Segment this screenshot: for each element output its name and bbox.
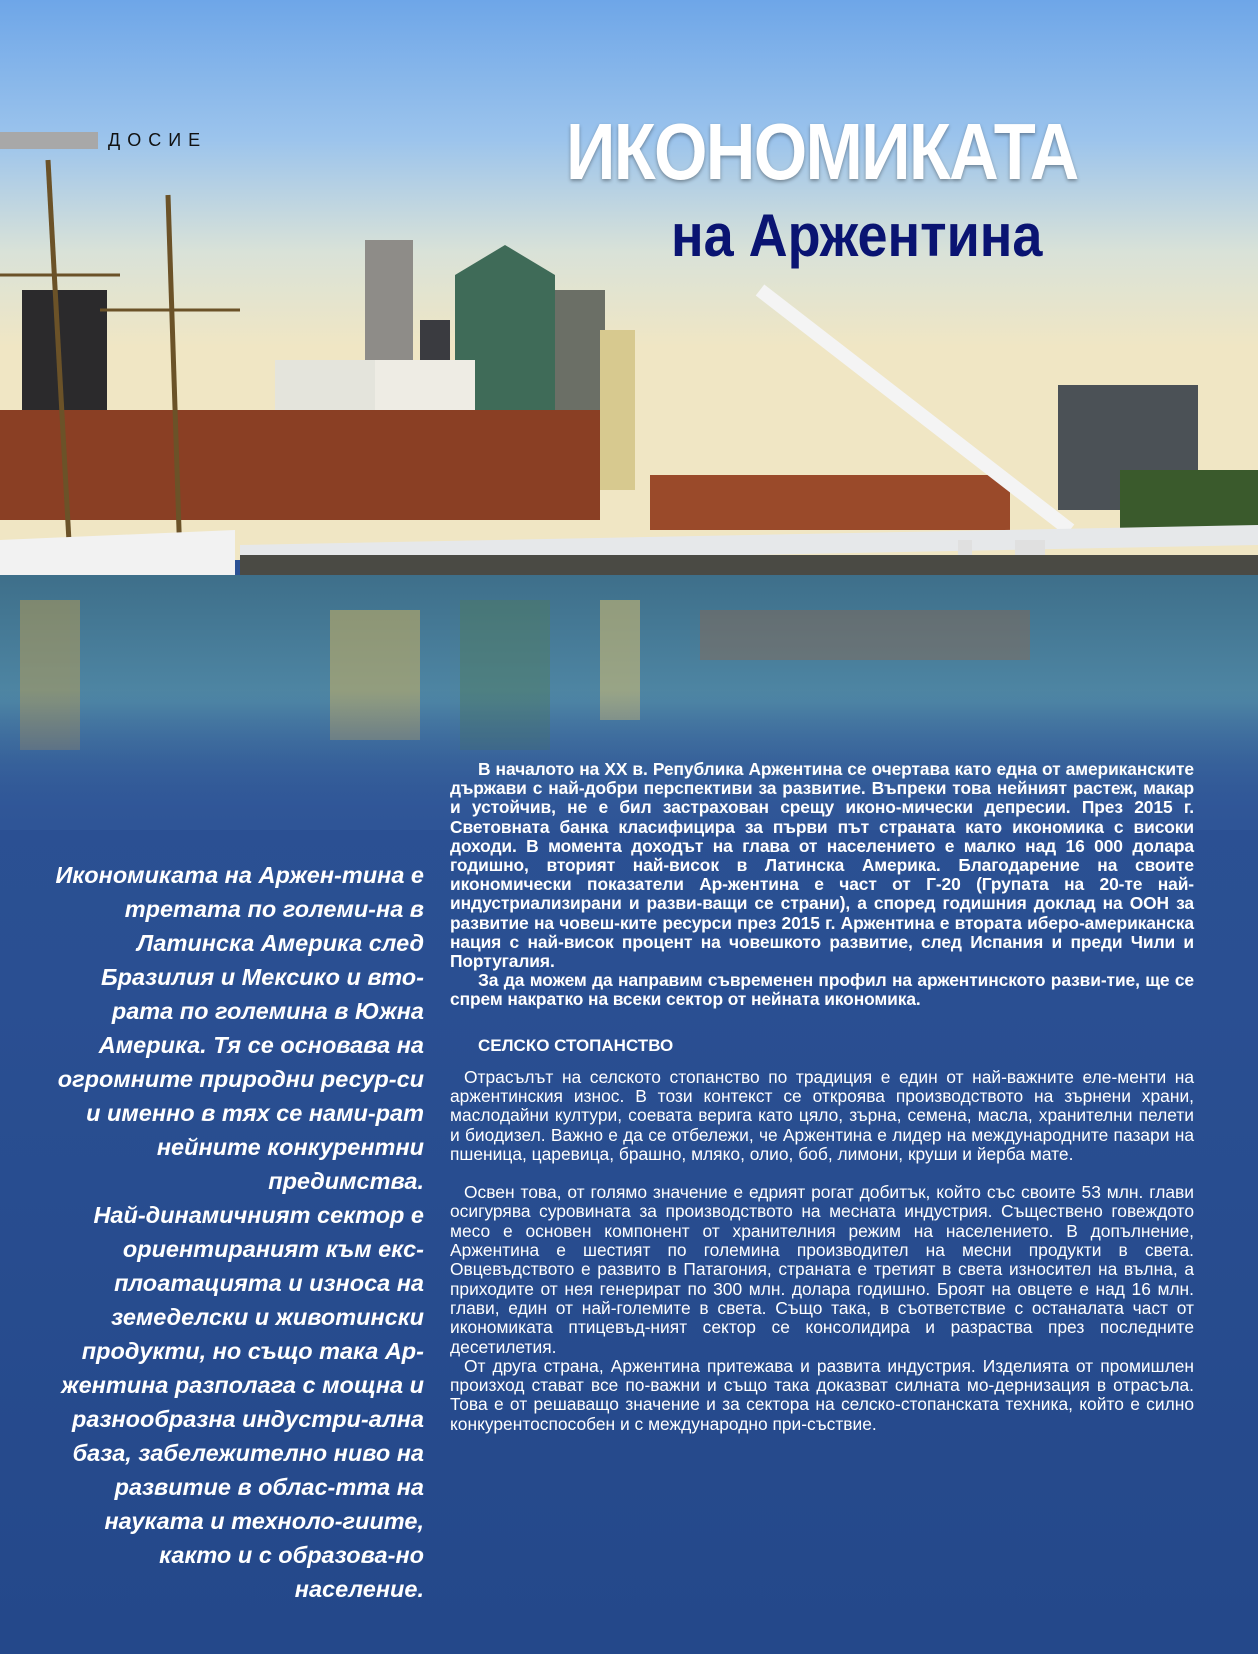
- page-subtitle: на Аржентина: [671, 202, 1043, 269]
- section-label: ДОСИЕ: [108, 130, 208, 150]
- trees: [1120, 470, 1258, 530]
- pull-quote-paragraph: Икономиката на Аржен-тина е третата по големи-на в Латинска Америка след Бразилия и Мексико и вто-рата по големина в Южна Америка. Тя се основава на огромните природни ресур-си и именно в тях се нами-рат нейните конкурентни предимства.: [55, 862, 424, 1194]
- brick-warehouses: [0, 410, 600, 520]
- pull-quote: [52, 858, 424, 1606]
- body-paragraph: Отрасълът на селското стопанство по традиция е един от най-важните еле-менти на аржентинския износ. В този контекст се откроява производството на зърнени храни, маслодайни култури, соевата верига като цяло, зърна, семена, масла, хранителни пелети и биодизел. Важно е да се отбележи, че Аржентина е лидер на международните пазари на пшеница, царевица, брашно, мляко, олио, боб, лимони, круши и йерба мате.: [450, 1066, 1194, 1164]
- building: [600, 330, 635, 490]
- intro-paragraph: В началото на XX в. Република Аржентина се очертава като една от американските държави с най-добри перспективи за развитие. Въпреки това нейният растеж, макар и устойчив, не е бил застрахован срещу иконо-мически депресии. През 2015 г. Световната банка класифицира за първи път страната като икономика с високи доходи. В момента доходът на глава от населението е малко над 16 000 долара годишно, вторият най-висок в Латинска Америка. Благодарение на своите икономически показатели Ар-жентина е част от Г-20 (Групата на 20-те най-индустриализирани и разви-ващи се страни), а според годишния доклад на ООН за развитие на човеш-ките ресурси през 2015 г. Аржентина е втората иберо-американска нация с най-висок процент на човешкото развитие, след Испания и преди Чили и Португалия.: [450, 759, 1194, 972]
- intro-paragraph: За да можем да направим съвременен профил на аржентинското разви-тие, ще се спрем накратко на всеки сектор от нейната икономика.: [450, 970, 1194, 1010]
- pull-quote-paragraph: Най-динамичният сектор е ориентираният към екс-плоатацията и износа на земеделски и животински продукти, но също така Ар-жентина разполага с мощна и разнообразна индустри-ална база, забележително ниво на развитие в облас-тта на науката и техноло-гиите, както и с образова-но население.: [61, 1202, 424, 1602]
- section-heading: СЕЛСКО СТОПАНСТВО: [478, 1035, 674, 1055]
- section-marker-bar: [0, 132, 98, 149]
- brick-warehouses: [650, 475, 1010, 530]
- body-paragraph: От друга страна, Аржентина притежава и развита индустрия. Изделията от промишлен произход стават все по-важни и също така доказват силната мо-дернизация в отрасъла. Това е от решаващо значение и за сектора на селско-стопанската техника, който е силно конкурентоспособен и с международно при-съствие.: [450, 1355, 1194, 1434]
- body-paragraph: Освен това, от голямо значение е едрият рогат добитък, който със своите 53 млн. глави осигурява суровината за производството на месната индустрия. Съществено говеждото месо е основен компонент от хранителния режим на населението. В допълнение, Аржентина е шестият по големина производител на месни продукти в света. Овцевъдството е развито в Патагония, страната е третият в света износител на вълна, а приходите от нея генерират по 300 млн. долара годишно. Броят на овцете е над 16 млн. глави, един от най-големите в света. Също така, в съответствие с останалата част от икономиката птицевъд-ният сектор се консолидира и разраства през последните десетилетия.: [450, 1182, 1194, 1357]
- page-title: ИКОНОМИКАТА: [566, 107, 1078, 196]
- article-body: [450, 760, 1194, 1434]
